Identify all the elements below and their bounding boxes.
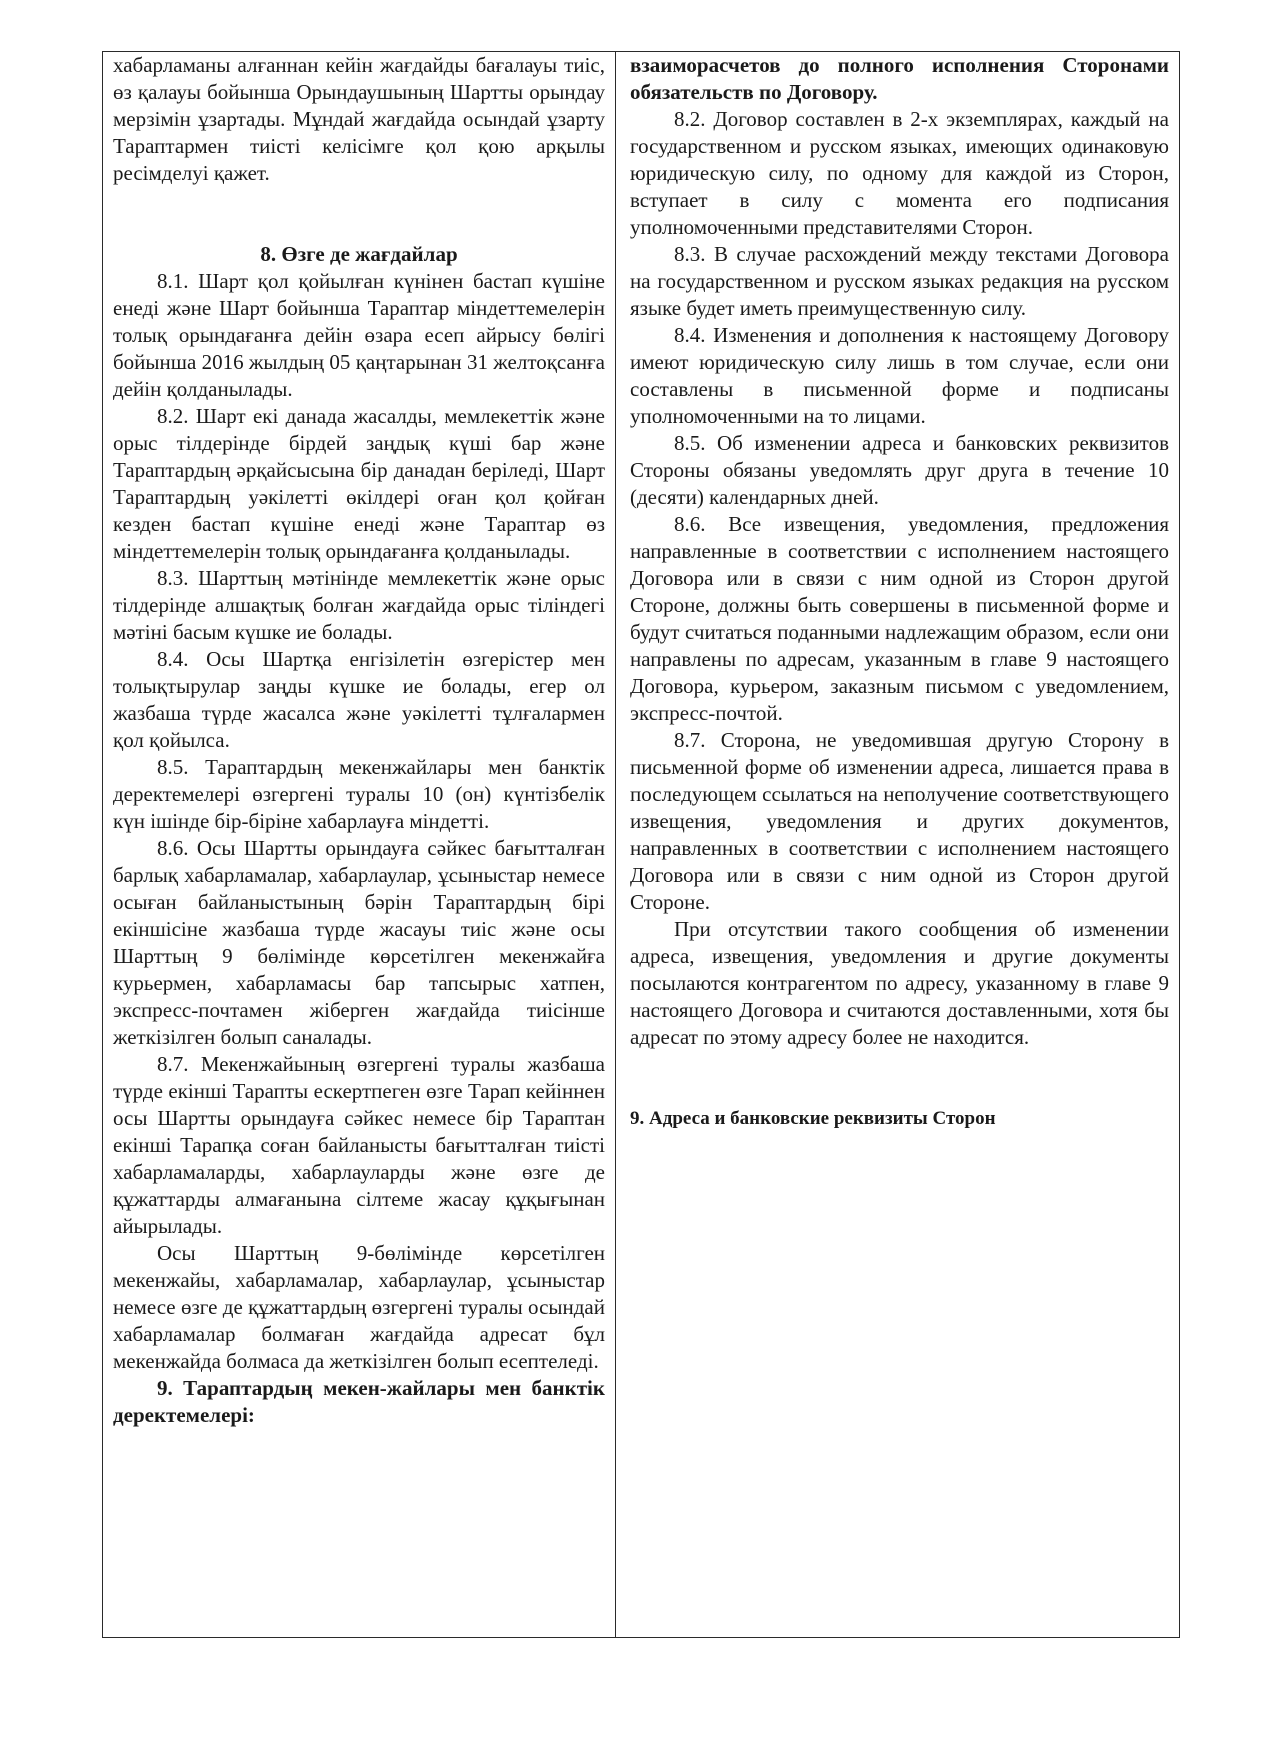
- left-section-9-heading: 9. Тараптардың мекен-жайлары мен банктік деректемелері:: [113, 1376, 605, 1427]
- right-section-9-heading: 9. Адреса и банковские реквизиты Сторон: [630, 1108, 996, 1129]
- spacer: [113, 187, 605, 241]
- right-clause-8-3: 8.3. В случае расхождений между текстами Договора на государственном и русском языках редакция на русском языке будет иметь преимущественную силу.: [630, 242, 1169, 320]
- left-clause-8-7: 8.7. Мекенжайының өзгергені туралы жазбаша түрде екінші Тарапты ескертпеген өзге Тарап кейіннен осы Шартты орындауға сәйкес немесе бір Тараптан екінші Тарапқа соған байланысты бағытталған тиісті хабарламаларды, хабарлауларды және өзге де құжаттарды алмағанына сілтеме жасау құқығынан айырылады.: [113, 1052, 605, 1238]
- left-clause-8-5: 8.5. Тараптардың мекенжайлары мен банктік деректемелері өзгергені туралы 10 (он) күнтізбелік күн ішінде бір-біріне хабарлауға міндетті.: [113, 755, 605, 833]
- left-clause-8-2: 8.2. Шарт екі данада жасалды, мемлекеттік және орыс тілдерінде бірдей заңдық күші бар және Тараптардың әрқайсысына бір данадан беріледі, Шарт Тараптардың уәкілетті өкілдері оған қол қойған кезден бастап күшіне енеді және Тараптар өз міндеттемелерін толық орындағанға қолданылады.: [113, 404, 605, 563]
- kazakh-column: [103, 52, 616, 1637]
- right-clause-8-7: 8.7. Сторона, не уведомившая другую Сторону в письменной форме об изменении адреса, лишается права в последующем ссылаться на неполучение соответствующего извещения, уведомления и других документов, направленных в соответствии с исполнением настоящего Договора или в связи с ним одной из Сторон другой Стороне.: [630, 728, 1169, 914]
- left-clause-8-4: 8.4. Осы Шартқа енгізілетін өзгерістер мен толықтырулар заңды күшке ие болады, егер ол жазбаша түрде жасалса және уәкілетті тұлғалармен қол қойылса.: [113, 647, 605, 752]
- left-clause-8-1: 8.1. Шарт қол қойылған күнінен бастап күшіне енеді және Шарт бойынша Тараптар міндеттемелерін толық орындағанға дейін өзара есеп айрысу бөлігі бойынша 2016 жылдың 05 қаңтарынан 31 желтоқсанға дейін қолданылады.: [113, 269, 605, 401]
- right-clause-8-6: 8.6. Все извещения, уведомления, предложения направленные в соответствии с исполнением настоящего Договора или в связи с ним одной из Сторон другой Стороне, должны быть совершены в письменной форме и будут считаться поданными надлежащим образом, если они направлены по адресам, указанным в главе 9 настоящего Договора, курьером, заказным письмом с уведомлением, экспресс-почтой.: [630, 512, 1169, 725]
- contract-table: [102, 51, 1180, 1638]
- right-intro-paragraph: взаиморасчетов до полного исполнения Сторонами обязательств по Договору.: [630, 53, 1169, 104]
- right-clause-8-5: 8.5. Об изменении адреса и банковских реквизитов Стороны обязаны уведомлять друг друга в течение 10 (десяти) календарных дней.: [630, 431, 1169, 509]
- left-intro-paragraph: хабарламаны алғаннан кейін жағдайды бағалауы тиіс, өз қалауы бойынша Орындаушының Шартты орындау мерзімін ұзартады. Мұндай жағдайда осындай ұзарту Тараптармен тиісті келісімге қол қою арқылы ресімделуі қажет.: [113, 53, 605, 185]
- right-clause-8-4: 8.4. Изменения и дополнения к настоящему Договору имеют юридическую силу лишь в том случае, если они составлены в письменной форме и подписаны уполномоченными на то лицами.: [630, 323, 1169, 428]
- right-clause-pri: При отсутствии такого сообщения об изменении адреса, извещения, уведомления и другие документы посылаются контрагентом по адресу, указанному в главе 9 настоящего Договора и считаются доставленными, хотя бы адресат по этому адресу более не находится.: [630, 917, 1169, 1049]
- left-clause-osy: Осы Шарттың 9-бөлімінде көрсетілген мекенжайы, хабарламалар, хабарлаулар, ұсыныстар немесе өзге де құжаттардың өзгергені туралы осындай хабарламалар болмаған жағдайда адресат бұл мекенжайда болмаса да жеткізілген болып есептеледі.: [113, 1241, 605, 1373]
- russian-column: [616, 52, 1179, 1637]
- left-clause-8-6: 8.6. Осы Шартты орындауға сәйкес бағытталған барлық хабарламалар, хабарлаулар, ұсыныстар немесе осыған байланыстының бәрін Тараптардың бірі екіншісіне жазбаша түрде жасауы тиіс және осы Шарттың 9 бөлімінде көрсетілген мекенжайға курьермен, хабарламасы бар тапсырыс хатпен, экспресс-почтамен жіберген жағдайда тиісінше жеткізілген болып саналады.: [113, 836, 605, 1049]
- spacer: [630, 1051, 1169, 1105]
- right-clause-8-2: 8.2. Договор составлен в 2-х экземплярах, каждый на государственном и русском языках, имеющих одинаковую юридическую силу, по одному для каждой из Сторон, вступает в силу с момента его подписания уполномоченными представителями Сторон.: [630, 107, 1169, 239]
- left-clause-8-3: 8.3. Шарттың мәтінінде мемлекеттік және орыс тілдерінде алшақтық болған жағдайда орыс тіліндегі мәтіні басым күшке ие болады.: [113, 566, 605, 644]
- left-section-8-heading: 8. Өзге де жағдайлар: [260, 242, 458, 266]
